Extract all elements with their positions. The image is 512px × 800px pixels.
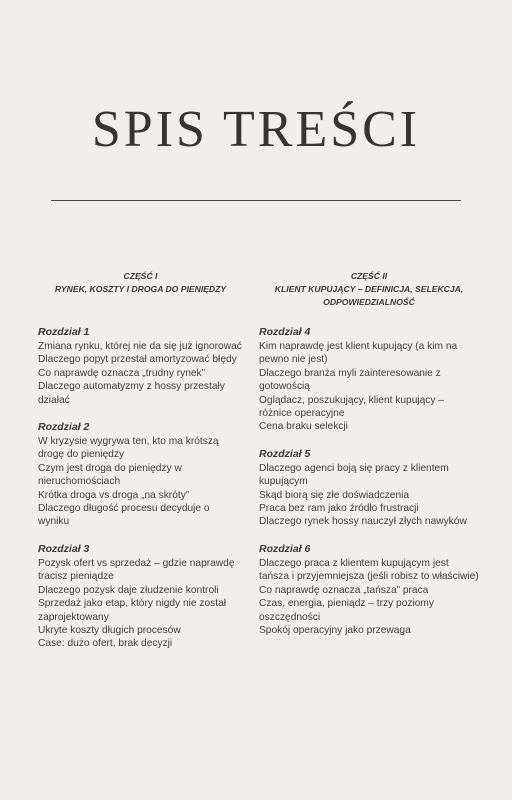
chapter-line: Dlaczego automatyzmy z hossy przestały działać (38, 381, 225, 406)
chapter-line: Case: dużo ofert, brak decyzji (38, 638, 173, 650)
chapter-line: Dlaczego pozysk daje złudzenie kontroli (38, 584, 219, 596)
chapter-1 (38, 326, 243, 407)
chapter-line: Dlaczego branża myli zainteresowanie z gotowością (259, 367, 441, 393)
chapter-heading: Rozdział 2 (38, 421, 90, 434)
chapter-line: Dlaczego popyt przestał amortyzować błędy (38, 354, 237, 366)
part-1-chapters (38, 326, 243, 651)
chapter-line: Co naprawdę oznacza „trudny rynek” (38, 367, 206, 379)
chapter-2 (38, 421, 243, 529)
title-divider (51, 200, 461, 201)
chapter-line: Dlaczego rynek hossy nauczył złych nawyków (259, 516, 467, 528)
chapter-line: Skąd biorą się złe doświadczenia (259, 489, 410, 501)
chapter-line: Pozysk ofert vs sprzedaż – gdzie naprawdę tracisz pieniądze (38, 557, 235, 583)
chapter-line: Cena braku selekcji (259, 421, 348, 433)
chapter-line: Spokój operacyjny jako przewaga (259, 624, 411, 636)
part-1-title: RYNEK, KOSZTY I DROGA DO PIENIĘDZY (54, 284, 227, 294)
chapter-line: Dlaczego praca z klientem kupującym jest tańsza i przyjemniejsza (jeśli robisz to właściwie) (259, 557, 479, 583)
chapter-heading: Rozdział 3 (38, 542, 90, 555)
chapter-heading: Rozdział 6 (259, 542, 311, 555)
page-title: SPIS TREŚCI (91, 101, 421, 158)
chapter-line: Czym jest droga do pieniędzy w nieruchomościach (38, 462, 182, 488)
part-2-label: CZĘŚĆ II (350, 271, 388, 281)
chapter-heading: Rozdział 5 (259, 447, 311, 460)
chapter-3 (38, 543, 243, 651)
part-2-column (259, 270, 479, 636)
chapter-5 (259, 448, 479, 529)
part-2-heading (259, 270, 479, 309)
chapter-line: Dlaczego agenci boją się pracy z klientem kupującym (259, 462, 449, 488)
chapter-line: Ukryte koszty długich procesów (38, 624, 181, 636)
part-2-chapters (259, 326, 479, 637)
chapter-line: Czas, energia, pieniądz – trzy poziomy oszczędności (259, 598, 434, 623)
chapter-line: Praca bez ram jako źródło frustracji (259, 503, 419, 515)
chapter-line: Kim naprawdę jest klient kupujący (a kim na pewno nie jest) (259, 341, 458, 366)
chapter-line: Krótka droga vs droga „na skróty” (38, 489, 190, 501)
chapter-line: Sprzedaż jako etap, który nigdy nie został zaprojektowany (38, 598, 227, 623)
part-1-heading (38, 270, 243, 296)
chapter-6 (259, 543, 479, 637)
chapter-heading: Rozdział 1 (38, 326, 90, 338)
chapter-line: Dlaczego długość procesu decyduje o wyniku (38, 503, 210, 528)
chapter-4 (259, 326, 479, 434)
chapter-line: Oglądacz, poszukujący, klient kupujący – różnice operacyjne (259, 394, 444, 420)
chapter-line: W kryzysie wygrywa ten, kto ma krótszą drogę do pieniędzy (38, 436, 219, 461)
part-1-column (38, 270, 243, 650)
part-2-title: KLIENT KUPUJĄCY – DEFINICJA, SELEKCJA, ODPOWIEDZIALNOŚĆ (274, 284, 464, 307)
chapter-heading: Rozdział 4 (259, 326, 311, 338)
part-1-label: CZĘŚĆ I (123, 271, 158, 281)
chapter-line: Zmiana rynku, której nie da się już ignorować (38, 341, 242, 352)
chapter-line: Co naprawdę oznacza „tańsza” praca (259, 584, 429, 596)
